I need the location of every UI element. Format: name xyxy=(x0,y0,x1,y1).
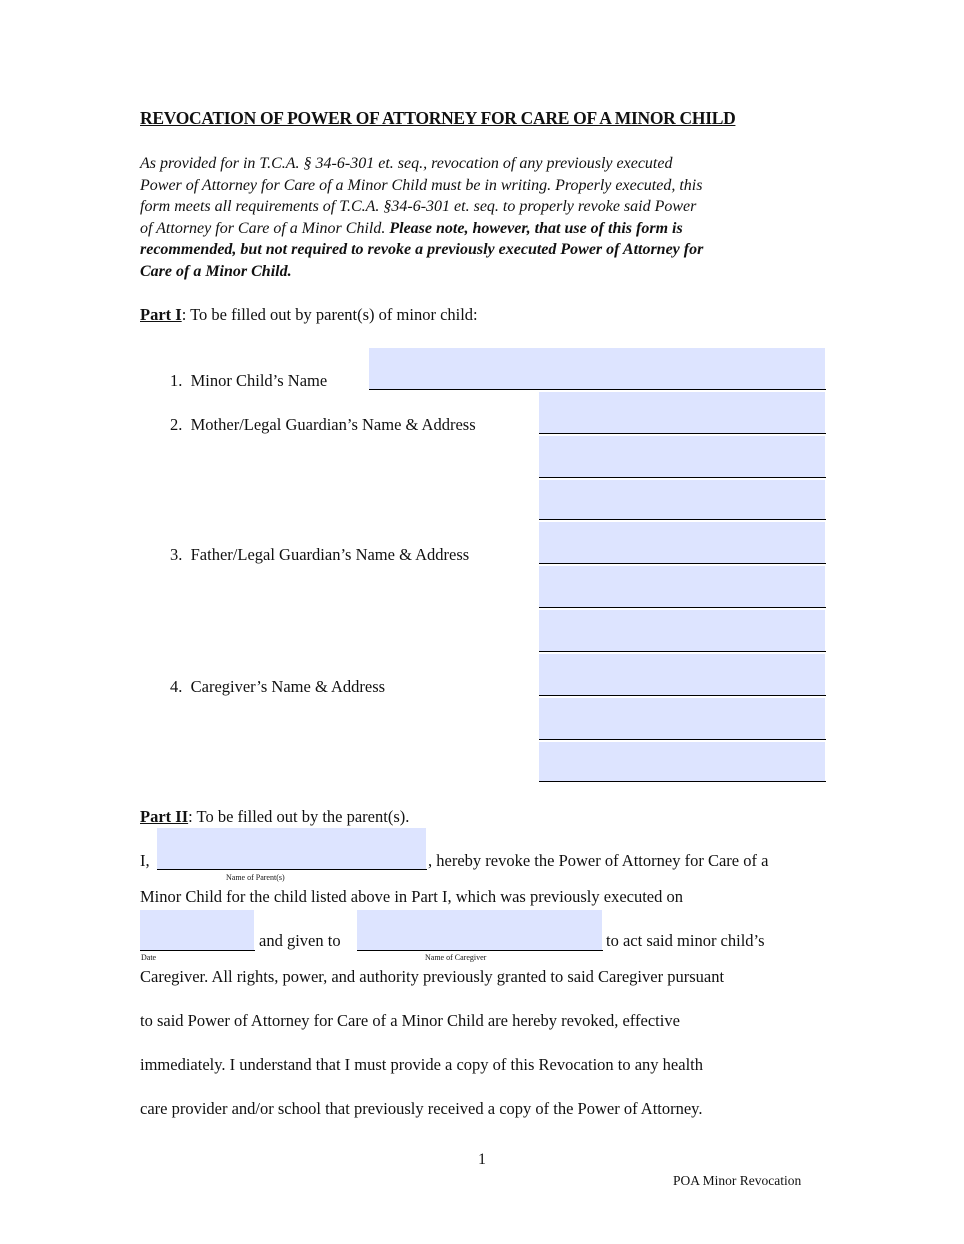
father-address-field-2[interactable] xyxy=(539,610,825,651)
field-underline xyxy=(539,519,826,520)
part-2-label: Part II xyxy=(140,807,189,826)
item-number: 4. xyxy=(170,677,183,696)
field-underline xyxy=(369,389,826,390)
document-title: REVOCATION OF POWER OF ATTORNEY FOR CARE OF A MINOR CHILD xyxy=(140,108,736,128)
intro-line: Care of a Minor Child. xyxy=(140,262,292,280)
field-underline xyxy=(539,695,826,696)
body-line: immediately. I understand that I must provide a copy of this Revocation to any health xyxy=(140,1055,703,1074)
item-minor-child-name xyxy=(170,371,327,391)
part-1-heading xyxy=(140,305,478,325)
mother-name-field[interactable] xyxy=(539,392,825,433)
caregiver-field[interactable] xyxy=(357,910,602,950)
caregiver-name-field[interactable] xyxy=(539,654,825,695)
item-number: 3. xyxy=(170,545,183,564)
to-act-text: to act said minor child’s xyxy=(606,931,765,950)
field-underline xyxy=(539,781,826,782)
page-number: 1 xyxy=(478,1151,486,1168)
item-caregiver xyxy=(170,677,385,697)
caregiver-address-field-2[interactable] xyxy=(539,742,825,781)
caption-parent: Name of Parent(s) xyxy=(226,873,285,882)
intro-line-italic: of Attorney for Care of a Minor Child. xyxy=(140,219,390,237)
intro-line-bold: Please note, however, that use of this form is xyxy=(389,219,683,237)
father-name-field[interactable] xyxy=(539,522,825,563)
item-father-guardian xyxy=(170,545,469,565)
parent-name-field[interactable] xyxy=(157,828,426,869)
mother-address-field-1[interactable] xyxy=(539,436,825,477)
item-label: Father/Legal Guardian’s Name & Address xyxy=(190,545,470,564)
field-underline xyxy=(357,950,603,951)
item-label: Mother/Legal Guardian’s Name & Address xyxy=(190,415,476,434)
field-underline xyxy=(539,563,826,564)
body-line: care provider and/or school that previously received a copy of the Power of Attorney. xyxy=(140,1099,703,1118)
field-underline xyxy=(157,869,427,870)
part-2-heading xyxy=(140,807,409,827)
intro-line: As provided for in T.C.A. § 34-6-301 et. seq., revocation of any previously executed xyxy=(140,155,673,172)
item-number: 2. xyxy=(170,415,183,434)
revoke-sentence: , hereby revoke the Power of Attorney for Care of a xyxy=(428,851,769,870)
field-underline xyxy=(539,477,826,478)
field-underline xyxy=(140,950,255,951)
intro-line: recommended, but not required to revoke a previously executed Power of Attorney for xyxy=(140,241,704,258)
minor-child-name-field[interactable] xyxy=(369,348,825,389)
part-1-label: Part I xyxy=(140,305,182,324)
field-underline xyxy=(539,651,826,652)
item-label: Minor Child’s Name xyxy=(190,371,328,390)
i-label: I, xyxy=(140,851,150,870)
intro-paragraph xyxy=(140,153,830,282)
body-line: to said Power of Attorney for Care of a Minor Child are hereby revoked, effective xyxy=(140,1011,680,1030)
intro-line: form meets all requirements of T.C.A. §34-6-301 et. seq. to properly revoke said Power xyxy=(140,198,697,215)
given-to-text: and given to xyxy=(259,931,341,950)
intro-line xyxy=(140,218,830,240)
intro-line: Power of Attorney for Care of a Minor Child must be in writing. Properly executed, this xyxy=(140,176,703,194)
part-1-text: : To be filled out by parent(s) of minor child: xyxy=(181,305,478,324)
body-line: Caregiver. All rights, power, and authority previously granted to said Caregiver pursuant xyxy=(140,967,725,986)
father-address-field-1[interactable] xyxy=(539,566,825,607)
item-label: Caregiver’s Name & Address xyxy=(190,677,386,696)
field-underline xyxy=(539,433,826,434)
field-underline xyxy=(539,607,826,608)
caption-caregiver: Name of Caregiver xyxy=(425,953,487,962)
executed-sentence: Minor Child for the child listed above in Part I, which was previously executed on xyxy=(140,887,684,906)
field-underline xyxy=(539,739,826,740)
footer-label: POA Minor Revocation xyxy=(673,1173,802,1188)
item-mother-guardian xyxy=(170,415,476,435)
caption-date: Date xyxy=(141,953,157,962)
caregiver-address-field-1[interactable] xyxy=(539,698,825,739)
item-number: 1. xyxy=(170,371,183,390)
part-2-text: : To be filled out by the parent(s). xyxy=(188,807,410,826)
date-field[interactable] xyxy=(140,910,254,950)
mother-address-field-2[interactable] xyxy=(539,480,825,519)
